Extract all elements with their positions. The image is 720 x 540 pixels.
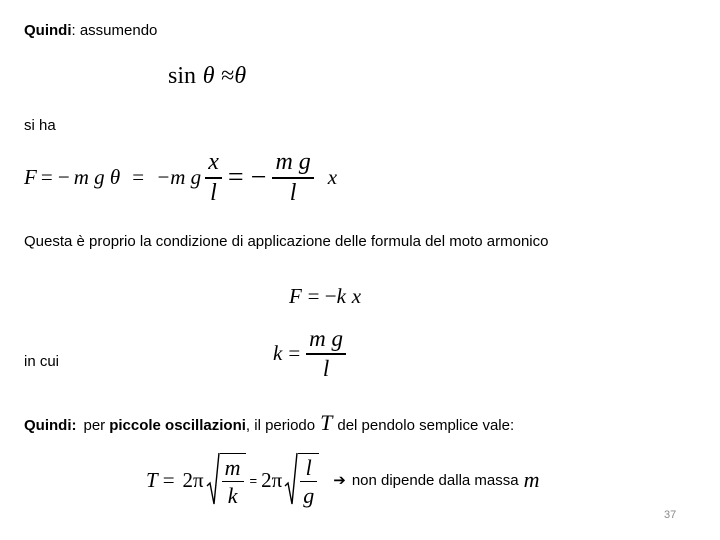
fraction-l-over-g <box>300 456 317 508</box>
arrow-right-icon: ➔ <box>333 471 346 489</box>
pendulum-text: del pendolo semplice vale: <box>337 417 515 434</box>
hooke-F: F <box>289 284 302 308</box>
frac-den-l: l <box>210 179 217 206</box>
period-equation <box>146 452 540 508</box>
hooke-equation <box>289 284 361 309</box>
period-T: T <box>320 410 333 435</box>
sqrt-m-over-k <box>206 452 246 508</box>
two-pi-2: 2π <box>261 467 283 492</box>
frac-den-l: l <box>322 355 330 381</box>
per-text: per <box>83 417 106 434</box>
eq-minus-1: = − <box>40 165 70 190</box>
small-angle-approx <box>168 62 246 90</box>
frac-bar <box>205 177 222 179</box>
fraction-x-over-l <box>205 150 222 206</box>
eq-2: = <box>132 165 145 190</box>
frac-den-g: g <box>303 483 315 509</box>
k-equation <box>273 327 346 381</box>
two-pi-1: 2π <box>182 467 204 492</box>
frac-num-l: l <box>305 454 312 480</box>
fraction-mg-over-l <box>272 150 313 206</box>
mass-m: m <box>523 467 540 492</box>
radical-sign-icon <box>206 452 220 508</box>
force-F: F <box>24 165 37 190</box>
k-eq-sign: = <box>288 341 301 366</box>
in-cui-text: in cui <box>24 353 60 370</box>
frac-num-x: x <box>208 149 219 175</box>
period-eq-sign-2: = <box>249 472 258 488</box>
si-ha-text: si ha <box>24 117 56 134</box>
frac-den-l: l <box>289 179 297 206</box>
small-oscillations-bold: piccole oscillazioni <box>109 417 246 434</box>
harmonic-condition-text: Questa è proprio la condizione di applicazione delle formula del moto armonico <box>24 233 549 250</box>
approx-sign: ≈ <box>221 63 235 89</box>
mass-independence-note: non dipende dalla massa <box>351 471 519 489</box>
intro-bold: Quindi <box>24 22 72 39</box>
radical-sign-icon <box>284 452 298 508</box>
sqrt-l-over-g <box>284 452 319 508</box>
force-x: x <box>327 165 338 190</box>
intro-line <box>24 22 157 39</box>
frac-num-m: m <box>224 454 241 480</box>
sin-text: sin <box>168 63 197 89</box>
page-number: 37 <box>664 509 677 521</box>
frac-bar <box>222 481 244 483</box>
period-intro-line <box>24 410 514 436</box>
frac-den-k: k <box>227 483 238 509</box>
frac-bar <box>272 177 313 179</box>
theta: θ <box>202 63 215 89</box>
eq-minus-3: = − <box>227 161 267 193</box>
fraction-mg-over-l <box>306 327 346 381</box>
frac-num-mg: m g <box>275 149 311 175</box>
k-var: k <box>273 341 283 366</box>
frac-bar <box>300 481 317 483</box>
hooke-eq: = − <box>307 284 337 308</box>
mg-theta: m g θ <box>73 165 121 190</box>
period-eq-T: T <box>146 467 158 492</box>
period-text: , il periodo <box>245 417 316 434</box>
force-equation <box>24 150 337 206</box>
theta-rhs: θ <box>234 63 247 89</box>
quindi-bold: Quindi: <box>24 417 77 434</box>
frac-num-mg: m g <box>309 326 344 351</box>
frac-bar <box>306 353 346 355</box>
fraction-m-over-k <box>222 456 244 508</box>
intro-rest: : assumendo <box>71 22 158 39</box>
minus-mg: −m g <box>156 165 202 190</box>
period-eq-sign-1: = <box>162 467 175 492</box>
hooke-k: k <box>336 284 346 308</box>
hooke-x: x <box>351 284 362 308</box>
